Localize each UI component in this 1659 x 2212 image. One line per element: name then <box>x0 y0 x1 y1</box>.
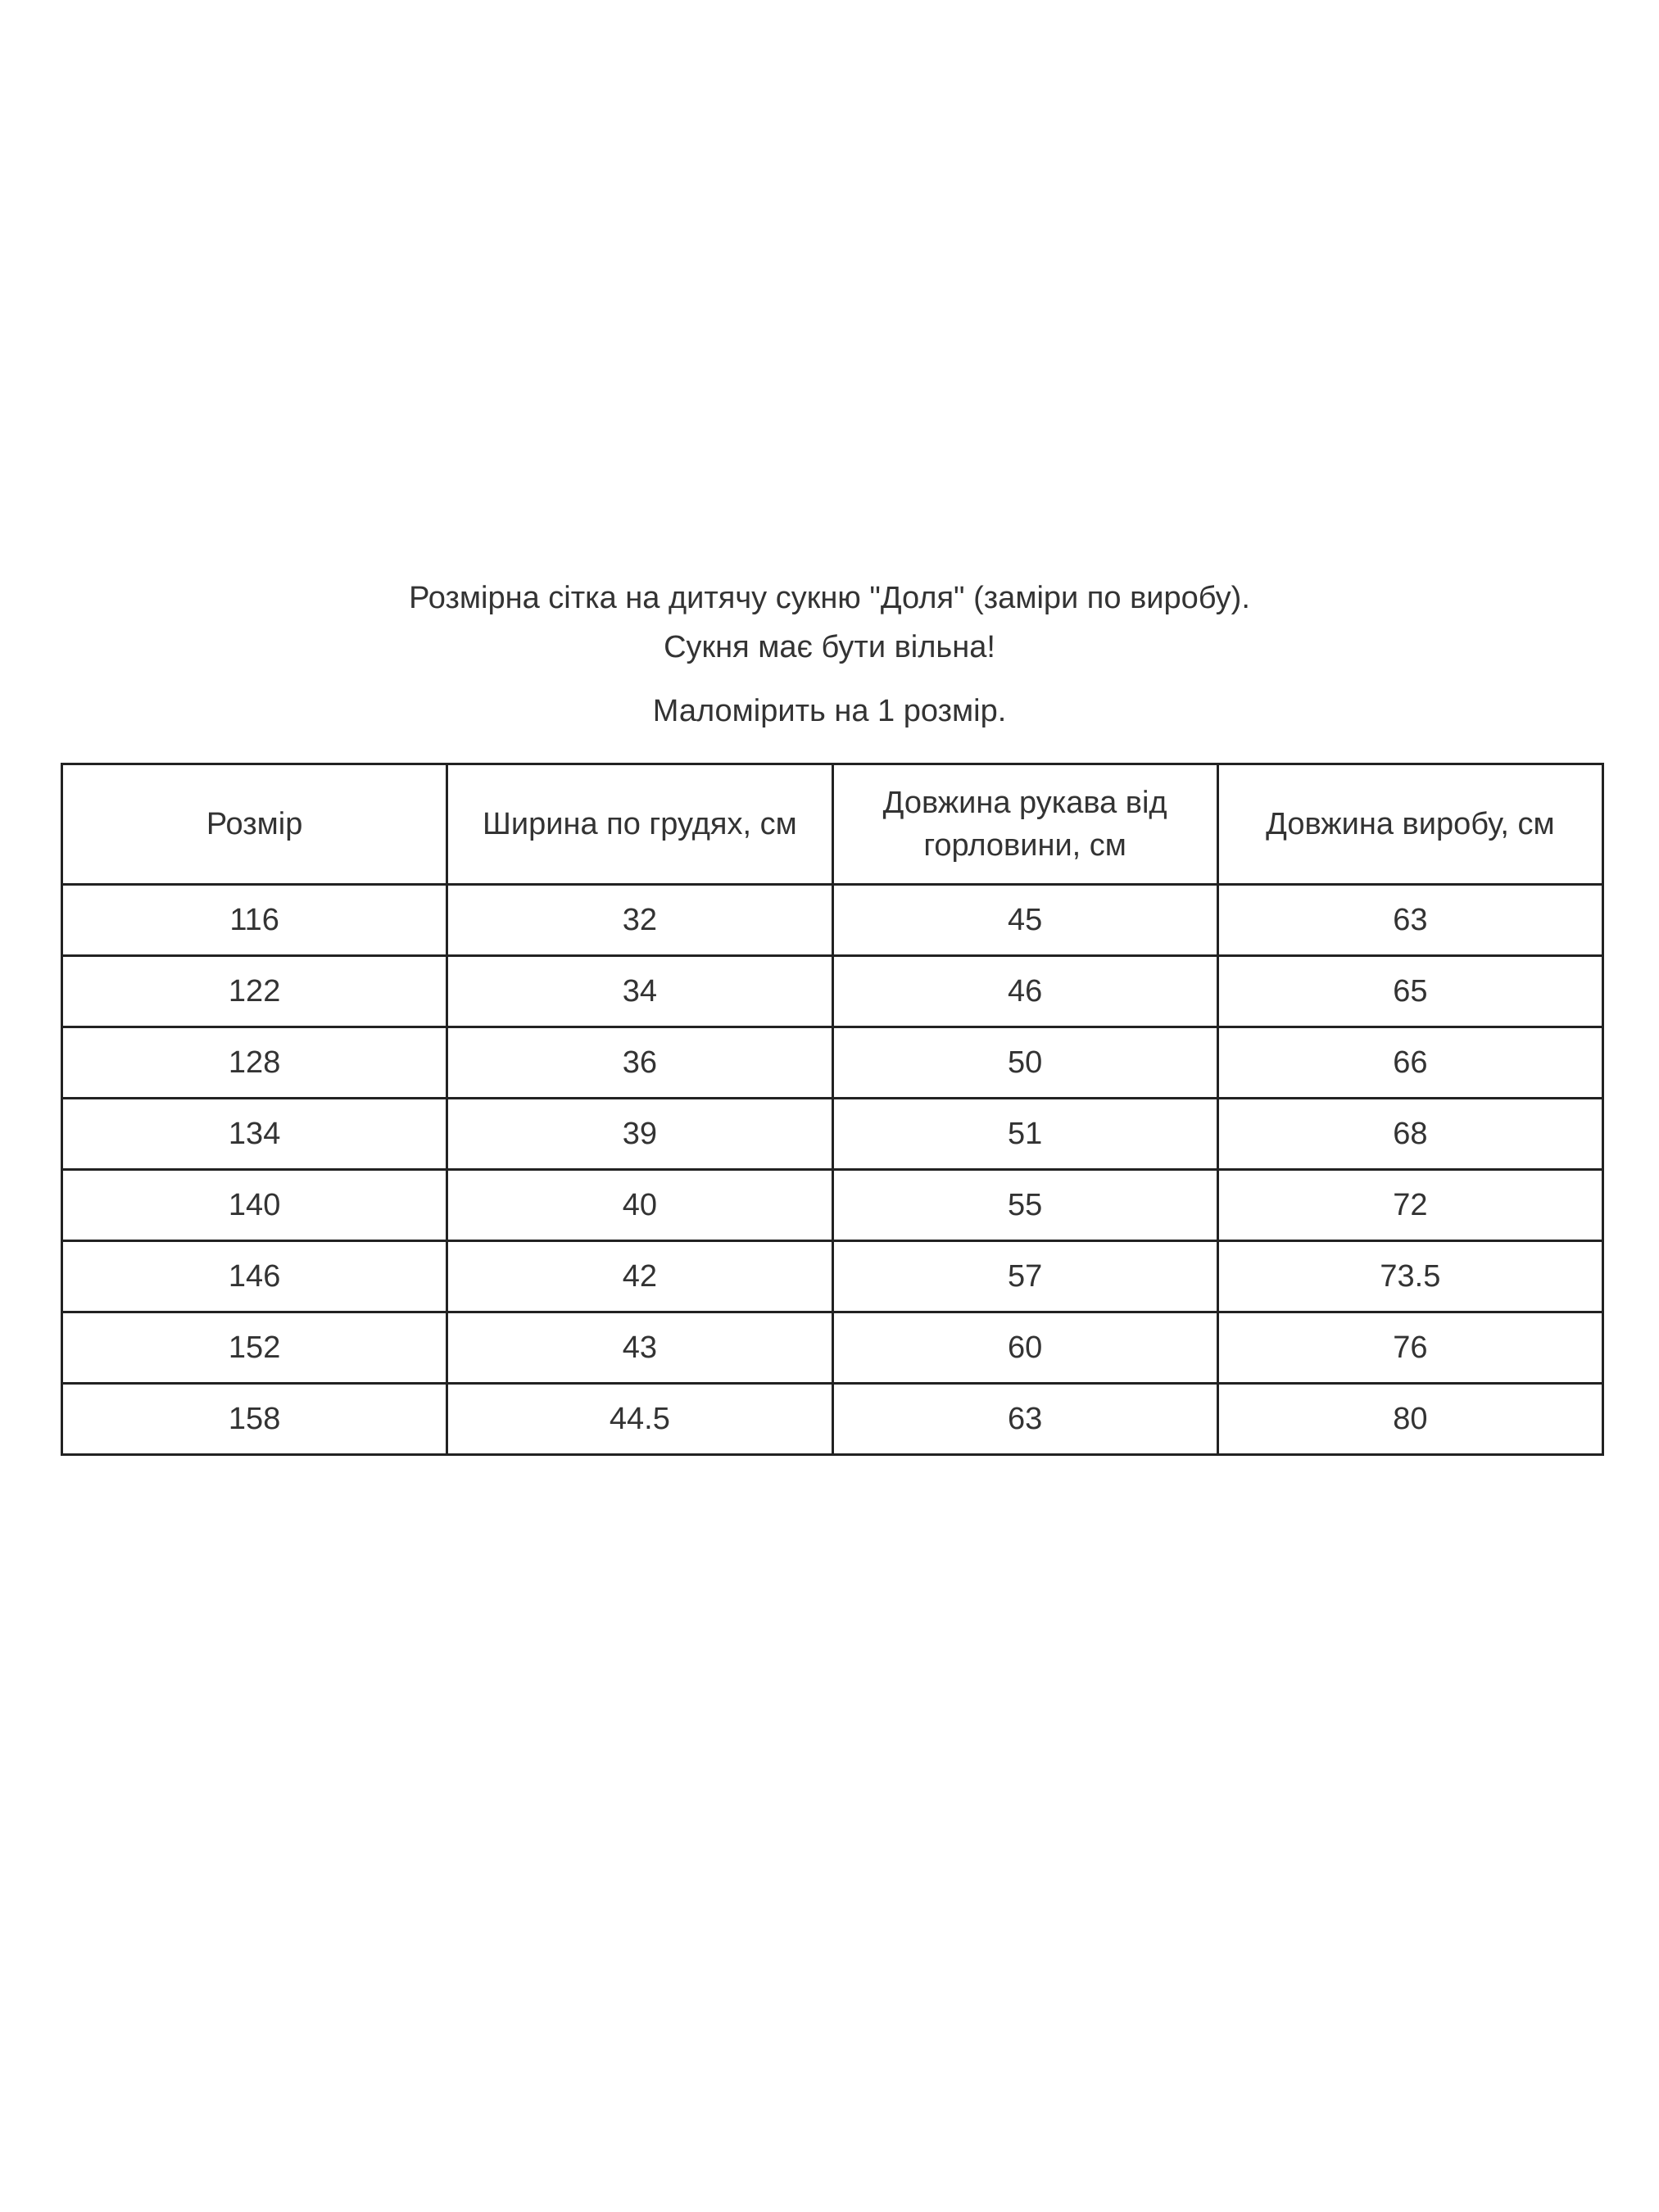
cell-garment-length: 80 <box>1217 1384 1602 1455</box>
table-row <box>62 1170 1603 1241</box>
cell-garment-length: 66 <box>1217 1027 1602 1099</box>
table-row <box>62 1099 1603 1170</box>
cell-sleeve-length: 45 <box>832 885 1217 956</box>
cell-size: 116 <box>62 885 447 956</box>
header-size: Розмір <box>62 764 447 885</box>
table-row <box>62 1241 1603 1312</box>
cell-sleeve-length: 57 <box>832 1241 1217 1312</box>
header-garment-length: Довжина виробу, см <box>1217 764 1602 885</box>
size-chart-intro <box>0 573 1659 736</box>
fit-note: Сукня має бути вільна! <box>664 630 995 664</box>
cell-garment-length: 76 <box>1217 1312 1602 1384</box>
table-row <box>62 1027 1603 1099</box>
cell-sleeve-length: 51 <box>832 1099 1217 1170</box>
cell-size: 146 <box>62 1241 447 1312</box>
table-row <box>62 956 1603 1027</box>
cell-size: 128 <box>62 1027 447 1099</box>
cell-sleeve-length: 50 <box>832 1027 1217 1099</box>
cell-chest-width: 42 <box>447 1241 832 1312</box>
table-row <box>62 1312 1603 1384</box>
cell-sleeve-length: 55 <box>832 1170 1217 1241</box>
cell-chest-width: 44.5 <box>447 1384 832 1455</box>
cell-garment-length: 72 <box>1217 1170 1602 1241</box>
size-chart-title: Розмірна сітка на дитячу сукню "Доля" (заміри по виробу). <box>409 581 1250 615</box>
cell-garment-length: 63 <box>1217 885 1602 956</box>
size-chart-table <box>61 763 1604 1456</box>
cell-chest-width: 43 <box>447 1312 832 1384</box>
cell-size: 158 <box>62 1384 447 1455</box>
cell-sleeve-length: 46 <box>832 956 1217 1027</box>
cell-size: 152 <box>62 1312 447 1384</box>
cell-garment-length: 65 <box>1217 956 1602 1027</box>
cell-sleeve-length: 60 <box>832 1312 1217 1384</box>
cell-chest-width: 34 <box>447 956 832 1027</box>
cell-size: 140 <box>62 1170 447 1241</box>
sizing-note: Маломірить на 1 розмір. <box>652 694 1007 728</box>
table-row <box>62 1384 1603 1455</box>
cell-size: 134 <box>62 1099 447 1170</box>
cell-chest-width: 39 <box>447 1099 832 1170</box>
header-sleeve-length: Довжина рукава від горловини, см <box>832 764 1217 885</box>
cell-size: 122 <box>62 956 447 1027</box>
table-header-row <box>62 764 1603 885</box>
table-row <box>62 885 1603 956</box>
cell-garment-length: 68 <box>1217 1099 1602 1170</box>
cell-chest-width: 36 <box>447 1027 832 1099</box>
header-chest-width: Ширина по грудях, см <box>447 764 832 885</box>
cell-sleeve-length: 63 <box>832 1384 1217 1455</box>
cell-chest-width: 32 <box>447 885 832 956</box>
cell-chest-width: 40 <box>447 1170 832 1241</box>
cell-garment-length: 73.5 <box>1217 1241 1602 1312</box>
